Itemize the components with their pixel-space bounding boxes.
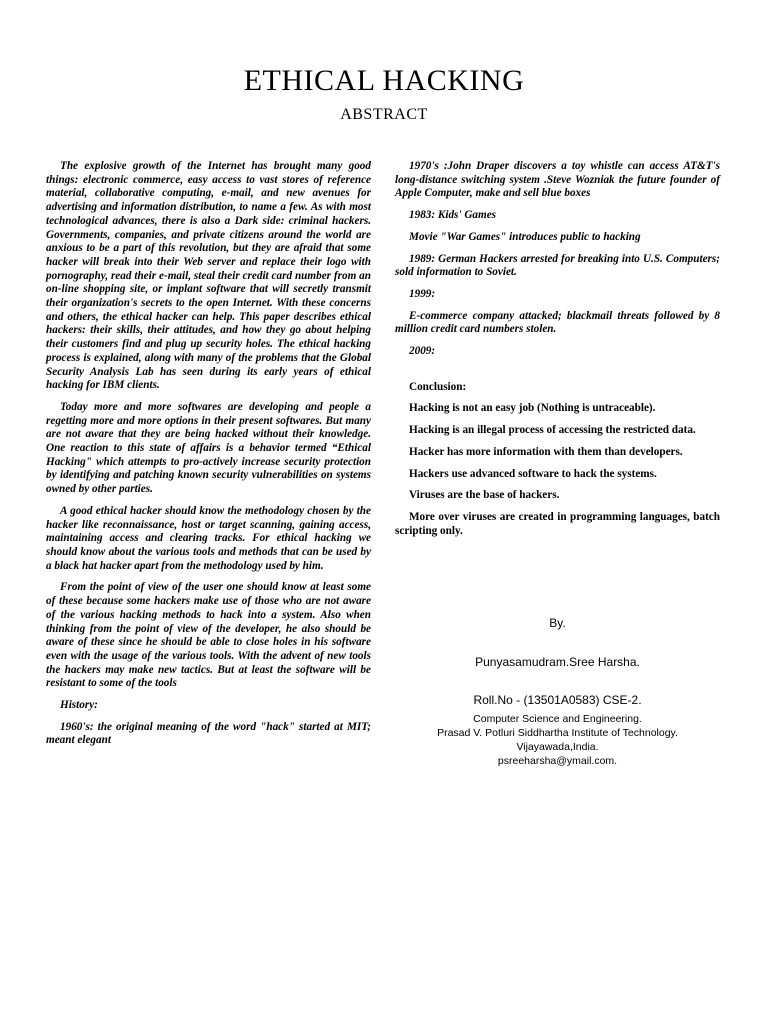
- abstract-paragraph: A good ethical hacker should know the methodology chosen by the hacker like reconnaissance, host or target scanning, gaining access, maintaining access and clearing tracks. For ethical hacking we should know about the various tools and methods that can be used by a black hat hacker apart from the methodology used by him.: [46, 504, 371, 572]
- history-item-movie: Movie "War Games" introduces public to hacking: [409, 230, 641, 243]
- history-item-1983: 1983: Kids' Games: [409, 209, 497, 222]
- conclusion-item: More over viruses are created in programming languages, batch scripting only.: [395, 510, 720, 537]
- by-label: By.: [549, 616, 566, 630]
- email: psreeharsha@ymail.com.: [497, 755, 618, 767]
- abstract-paragraph: From the point of view of the user one should know at least some of these because some hackers make use of those who are not aware of the various hacking methods to hack into a system. Also when thinking from the point of view of the developer, he also should be aware of these since he should be able to close holes in his software even with the usage of the various tools. With the advent of new tools the hackers may make new tactics. But at least the software will be resistant to some of the tools: [46, 581, 371, 690]
- conclusion-item: Hacking is an illegal process of accessing the restricted data.: [409, 424, 696, 437]
- history-heading: History:: [60, 699, 98, 712]
- history-item-1989: 1989: German Hackers arrested for breaking into U.S. Computers; sold information to Soviet.: [395, 252, 720, 279]
- institute: Prasad V. Potluri Siddhartha Institute of Technology.: [437, 727, 678, 739]
- history-item-1960: 1960's: the original meaning of the word "hack" started at MIT; meant elegant: [46, 720, 371, 747]
- history-item-1999: 1999:: [409, 287, 436, 300]
- left-column: [46, 160, 371, 756]
- abstract-paragraph: The explosive growth of the Internet has brought many good things: electronic commerce, easy access to vast stores of reference material, collaborative computing, e-mail, and new avenues for advertising and information distribution, to name a few. As with most technological advances, there is also a Dark side: criminal hackers. Governments, companies, and private citizens around the world are anxious to be a part of this revolution, but they are afraid that some hacker will break into their Web server and replace their logo with pornography, read their e-mail, steal their credit card number from an on-line shopping site, or implant software that will secretly transmit their organization's secrets to the open Internet. With these concerns and others, the ethical hacker can help. This paper describes ethical hackers: their skills, their attitudes, and how they go about helping their customers find and plug up security holes. The ethical hacking process is explained, along with many of the problems that the Global Security Analysis Lab has seen during its early years of ethical hacking for IBM clients.: [46, 160, 371, 392]
- history-item-1970: 1970's :John Draper discovers a toy whistle can access AT&T's long-distance switching system .Steve Wozniak the future founder of Apple Computer, make and sell blue boxes: [395, 160, 720, 200]
- roll-number: Roll.No - (13501A0583) CSE-2.: [473, 693, 642, 707]
- history-item-2009: 2009:: [409, 345, 436, 358]
- right-column: [395, 160, 720, 546]
- conclusion-item: Hacker has more information with them than developers.: [409, 445, 683, 458]
- department: Computer Science and Engineering.: [473, 713, 642, 725]
- city: Vijayawada,India.: [516, 741, 599, 753]
- abstract-paragraph: Today more and more softwares are developing and people a regetting more and more options in their present softwares. But many are not aware that they are being hacked without their knowledge. One reaction to this state of affairs is a behavior termed “Ethical Hacking" which attempts to pro-actively increase security protection by identifying and patching known security vulnerabilities on systems owned by other parties.: [46, 400, 371, 496]
- affiliation-block: [395, 712, 720, 768]
- conclusion-heading: Conclusion:: [409, 380, 467, 393]
- author-name: Punyasamudram.Sree Harsha.: [475, 655, 640, 669]
- conclusion-item: Hacking is not an easy job (Nothing is untraceable).: [409, 402, 656, 415]
- conclusion-item: Viruses are the base of hackers.: [409, 489, 560, 502]
- conclusion-item: Hackers use advanced software to hack the systems.: [409, 467, 657, 480]
- history-item-ecommerce: E-commerce company attacked; blackmail threats followed by 8 million credit card numbers stolen.: [395, 309, 720, 336]
- abstract-heading: ABSTRACT: [340, 106, 428, 123]
- paper-title: ETHICAL HACKING: [243, 64, 525, 97]
